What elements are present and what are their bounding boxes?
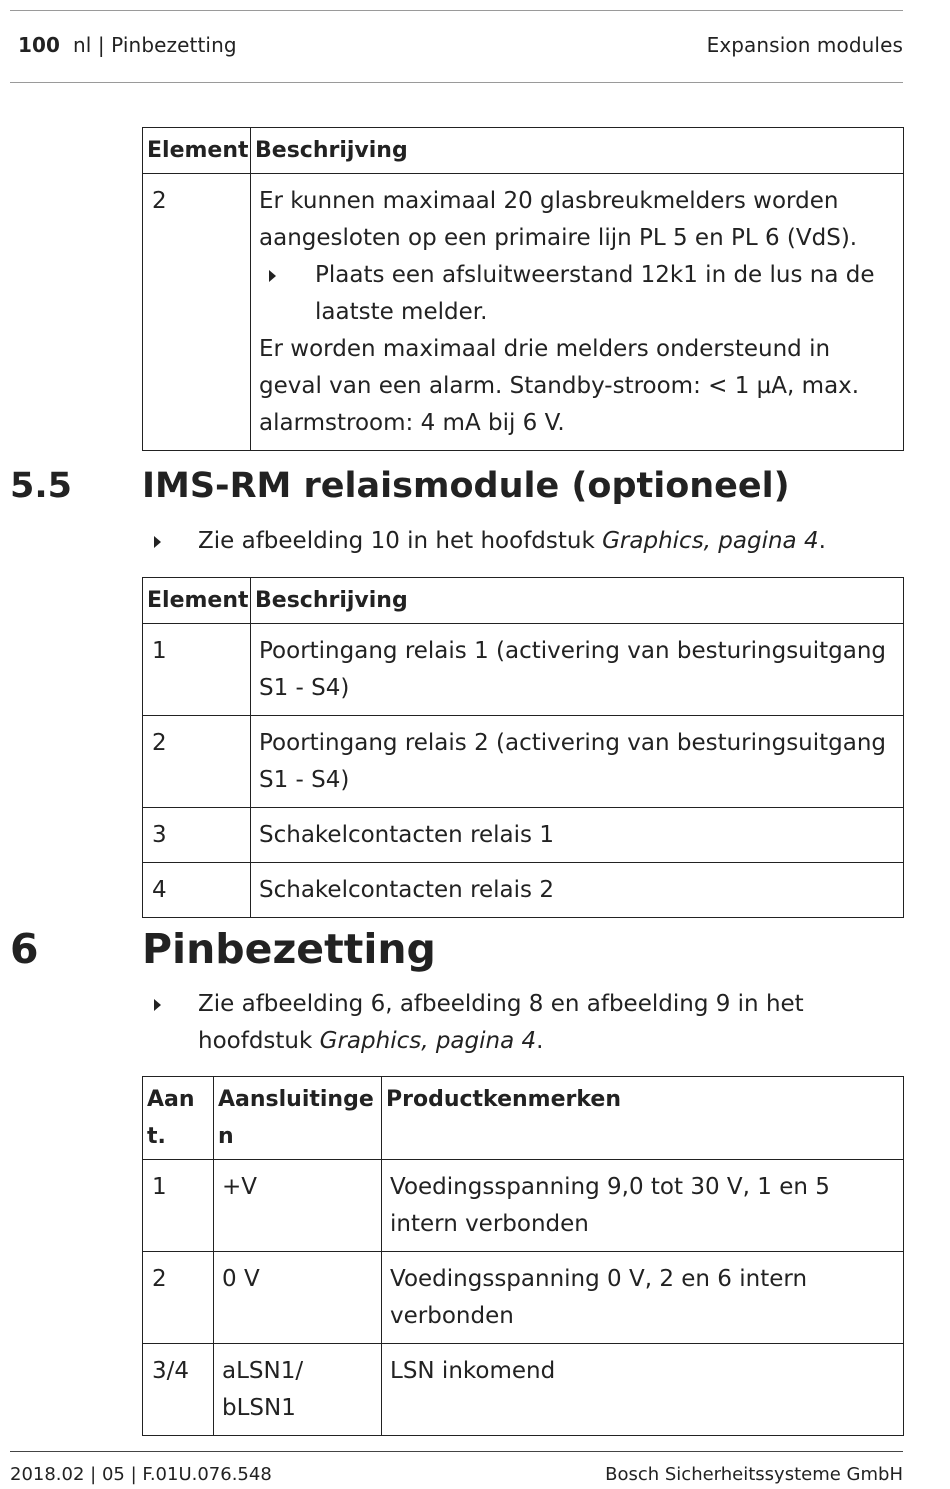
table-row [143, 863, 904, 918]
col-header-description: Beschrijving [251, 578, 904, 624]
cell-description [251, 174, 904, 451]
table-row [143, 716, 904, 808]
table-row [143, 624, 904, 716]
header-top-rule [10, 10, 903, 11]
footer-document-id: 2018.02 | 05 | F.01U.076.548 [10, 1464, 272, 1485]
section-number: 5.5 [10, 466, 73, 506]
table-header-row [143, 578, 904, 624]
header-chapter: Expansion modules [706, 33, 903, 57]
cell-element: 3 [143, 808, 251, 863]
col-header-product-features: Productkenmerken [382, 1077, 904, 1160]
reference-link[interactable]: Graphics, pagina 4 [602, 528, 819, 554]
cell-connection: 0 V [214, 1252, 382, 1344]
page-number: 100 [18, 33, 61, 57]
table-pin-assignment [142, 1076, 904, 1436]
table-row [143, 808, 904, 863]
instruction-step [259, 257, 895, 331]
header-section: nl | Pinbezetting [72, 33, 237, 57]
col-header-description: Beschrijving [251, 128, 904, 174]
arrow-bullet-icon [154, 536, 161, 548]
table-row [143, 1160, 904, 1252]
cell-product-feature: LSN inkomend [382, 1344, 904, 1436]
reference-text: Zie afbeelding 10 in het hoofdstuk [198, 528, 603, 554]
reference-end: . [536, 1028, 544, 1054]
cell-element: 2 [143, 716, 251, 808]
cell-count: 1 [143, 1160, 214, 1252]
cell-connection: +V [214, 1160, 382, 1252]
cell-product-feature: Voedingsspanning 9,0 tot 30 V, 1 en 5 intern verbonden [382, 1160, 904, 1252]
table-row [143, 1252, 904, 1344]
table-header-row [143, 1077, 904, 1160]
cell-element: 2 [143, 174, 251, 451]
footer-rule [10, 1451, 903, 1452]
cell-element: 1 [143, 624, 251, 716]
instruction-text: Plaats een afsluitweerstand 12k1 in de lus na de laatste melder. [315, 262, 875, 325]
cell-description: Schakelcontacten relais 2 [251, 863, 904, 918]
table-header-row [143, 128, 904, 174]
reference-link[interactable]: Graphics, pagina 4 [319, 1028, 537, 1054]
table-ims-rm-elements [142, 577, 904, 918]
section-title: IMS-RM relaismodule (optioneel) [142, 466, 790, 506]
col-header-element: Element [143, 128, 251, 174]
description-text-2: Er worden maximaal drie melders ondersteund in geval van een alarm. Standby-stroom: < 1 µA, max. alarmstroom: 4 mA bij 6 V. [259, 336, 860, 436]
reference-end: . [818, 528, 826, 554]
col-header-count: Aant. [143, 1077, 214, 1160]
reference-instruction [198, 523, 898, 560]
chapter-number: 6 [10, 925, 39, 973]
chapter-title: Pinbezetting [142, 925, 436, 973]
col-header-connections: Aansluitinge n [214, 1077, 382, 1160]
table-elements-continued [142, 127, 904, 451]
description-text: Er kunnen maximaal 20 glasbreukmelders worden aangesloten op een primaire lijn PL 5 en PL 6 (VdS). [259, 188, 858, 251]
reference-instruction [198, 986, 898, 1060]
cell-count: 2 [143, 1252, 214, 1344]
cell-connection: aLSN1/ bLSN1 [214, 1344, 382, 1436]
col-header-element: Element [143, 578, 251, 624]
page-header-left [18, 33, 237, 57]
cell-description: Schakelcontacten relais 1 [251, 808, 904, 863]
cell-count: 3/4 [143, 1344, 214, 1436]
cell-description: Poortingang relais 2 (activering van besturingsuitgang S1 - S4) [251, 716, 904, 808]
arrow-bullet-icon [269, 270, 276, 282]
cell-element: 4 [143, 863, 251, 918]
table-row [143, 1344, 904, 1436]
cell-product-feature: Voedingsspanning 0 V, 2 en 6 intern verbonden [382, 1252, 904, 1344]
table-row [143, 174, 904, 451]
header-bottom-rule [10, 82, 903, 83]
reference-text: Zie afbeelding 6, afbeelding 8 en afbeelding 9 in het hoofdstuk [198, 991, 804, 1054]
cell-description: Poortingang relais 1 (activering van besturingsuitgang S1 - S4) [251, 624, 904, 716]
footer-company: Bosch Sicherheitssysteme GmbH [605, 1464, 903, 1485]
arrow-bullet-icon [154, 999, 161, 1011]
